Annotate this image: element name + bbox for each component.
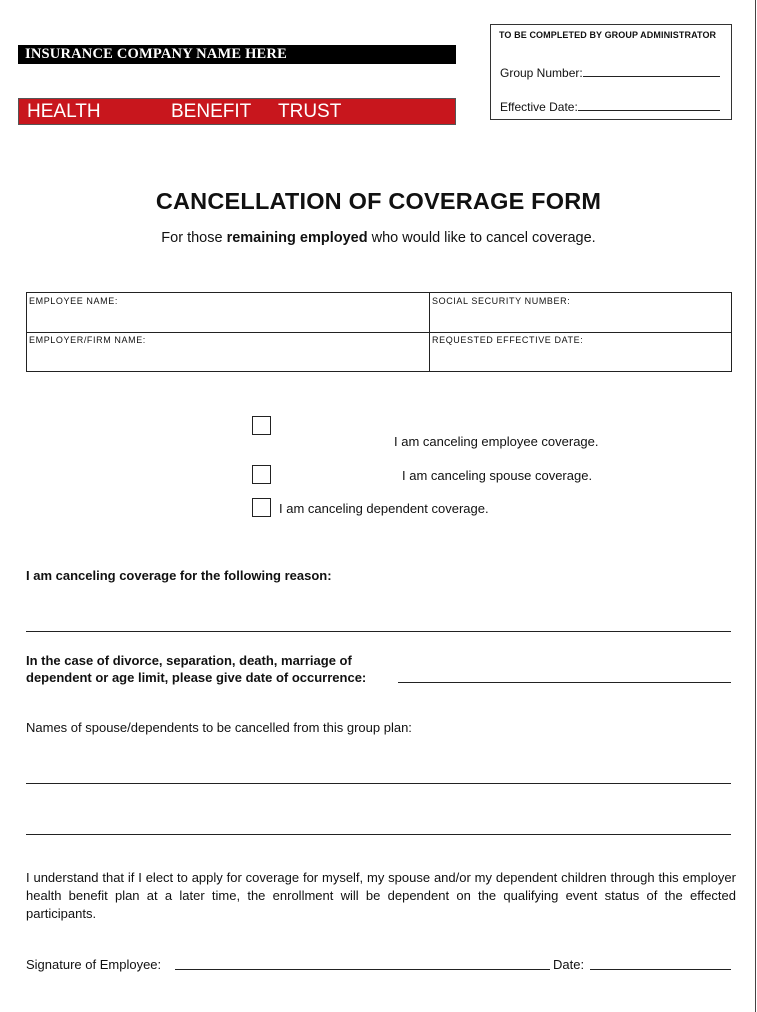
employee-coverage-label: I am canceling employee coverage. <box>394 434 599 449</box>
group-number-row <box>500 65 720 80</box>
subtitle-pre: For those <box>161 230 227 246</box>
employee-coverage-checkbox[interactable] <box>252 416 271 435</box>
employee-info-table <box>26 292 732 372</box>
company-name-bar: INSURANCE COMPANY NAME HERE <box>18 45 456 64</box>
requested-date-label: REQUESTED EFFECTIVE DATE: <box>432 335 584 345</box>
reason-line[interactable] <box>26 631 731 632</box>
employer-name-label: EMPLOYER/FIRM NAME: <box>29 335 146 345</box>
admin-box-title: TO BE COMPLETED BY GROUP ADMINISTRATOR <box>499 30 717 40</box>
group-number-label: Group Number: <box>500 66 583 80</box>
subtitle-post: who would like to cancel coverage. <box>367 230 596 246</box>
page-edge <box>755 0 756 1012</box>
group-number-field[interactable] <box>583 65 720 77</box>
occurrence-label-line1: In the case of divorce, separation, death, marriage of <box>26 653 352 668</box>
date-line[interactable] <box>590 969 731 970</box>
form-title: CANCELLATION OF COVERAGE FORM <box>155 188 602 214</box>
dependent-coverage-label: I am canceling dependent coverage. <box>279 501 489 516</box>
subtitle-bold: remaining employed <box>226 230 368 246</box>
group-administrator-box <box>490 24 732 120</box>
employee-name-label: EMPLOYEE NAME: <box>29 296 118 306</box>
effective-date-label: Effective Date: <box>500 100 578 114</box>
health-benefit-trust-bar <box>18 98 456 125</box>
spouse-coverage-checkbox[interactable] <box>252 465 271 484</box>
acknowledgement-text: I understand that if I elect to apply for coverage for myself, my spouse and/or my dependent children through this employer health benefit plan at a later time, the enrollment will be dependent on the qualifying event status of the effected participants. <box>26 870 736 921</box>
reason-label: I am canceling coverage for the following reason: <box>26 568 332 583</box>
signature-line[interactable] <box>175 969 550 970</box>
date-label: Date: <box>553 957 585 972</box>
trust-word-health: HEALTH <box>27 101 101 122</box>
dependent-coverage-checkbox[interactable] <box>252 498 271 517</box>
occurrence-date-line[interactable] <box>398 682 731 683</box>
form-subtitle <box>0 230 757 246</box>
spouse-coverage-label: I am canceling spouse coverage. <box>402 468 593 483</box>
trust-word-trust: TRUST <box>278 101 342 122</box>
names-line-1[interactable] <box>26 783 731 784</box>
effective-date-field[interactable] <box>578 99 720 111</box>
names-label: Names of spouse/dependents to be cancelled from this group plan: <box>26 720 412 735</box>
table-divider-horizontal <box>27 332 731 333</box>
trust-word-benefit: BENEFIT <box>171 101 252 122</box>
occurrence-label-line2: dependent or age limit, please give date of occurrence: <box>26 670 367 685</box>
signature-label: Signature of Employee: <box>26 957 162 972</box>
effective-date-row <box>500 99 720 114</box>
ssn-label: SOCIAL SECURITY NUMBER: <box>432 296 571 306</box>
names-line-2[interactable] <box>26 834 731 835</box>
